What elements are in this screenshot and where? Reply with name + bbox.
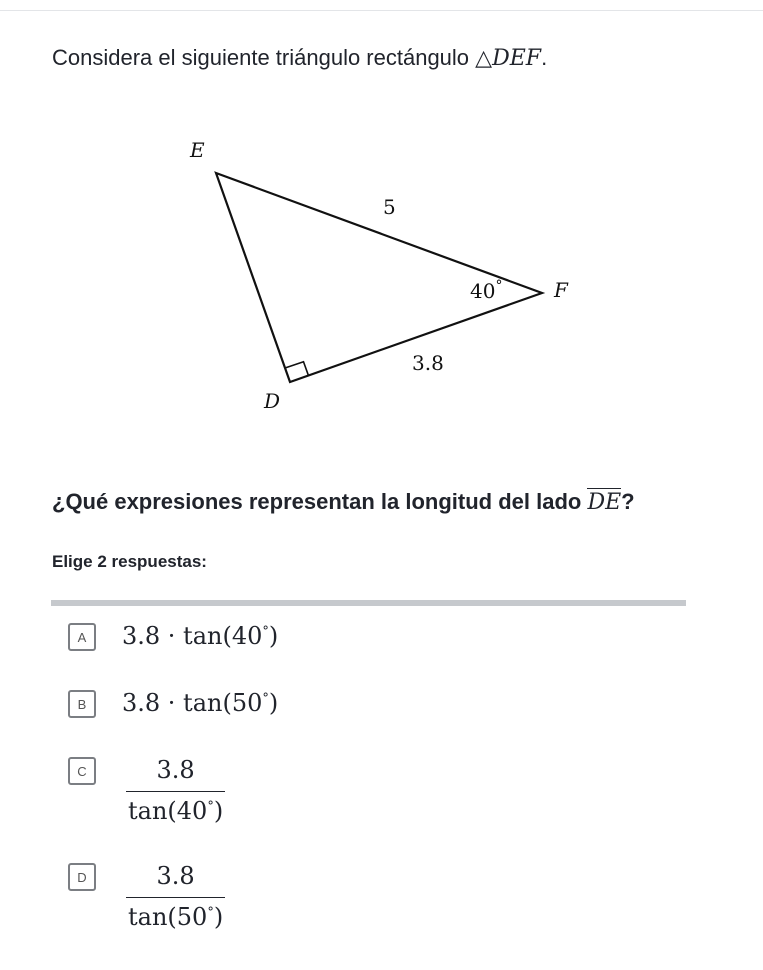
prompt-text: Considera el siguiente triángulo rectángulo — [52, 45, 470, 70]
choice-c-expression — [126, 753, 225, 831]
right-angle-marker — [285, 362, 309, 376]
choices-divider — [51, 600, 686, 606]
choice-a-expression — [122, 619, 278, 658]
choice-d-numerator: 3.8 — [156, 862, 195, 890]
prompt-triangle — [475, 46, 541, 71]
choice-d-den-expr: tan(50 — [128, 903, 208, 931]
choice-b-checkbox[interactable]: B — [68, 690, 96, 718]
vertex-e-label: E — [190, 138, 205, 162]
choice-c-fraction — [126, 755, 225, 831]
choice-c-checkbox[interactable]: C — [68, 757, 96, 785]
choice-d-close: ) — [213, 903, 224, 931]
choice-d-fraction — [126, 861, 225, 937]
choice-b-degree: ° — [262, 691, 269, 706]
choice-c[interactable] — [68, 753, 225, 831]
choice-c-den-expr: tan(40 — [128, 797, 208, 825]
choice-a-close: ) — [268, 622, 279, 650]
triangle-def — [216, 173, 542, 382]
question-body: ¿Qué expresiones representan la longitud del lado — [52, 489, 582, 514]
choice-b[interactable] — [68, 686, 278, 725]
choice-c-denominator — [126, 791, 225, 831]
choice-a-degree: ° — [262, 624, 269, 639]
problem-prompt — [52, 42, 547, 75]
choice-c-degree: ° — [207, 799, 214, 814]
choice-c-numerator: 3.8 — [156, 756, 195, 784]
choice-b-close: ) — [268, 689, 279, 717]
segment-de: DE — [587, 490, 622, 515]
side-df-length-label: 3.8 — [412, 351, 444, 375]
choice-d-checkbox[interactable]: D — [68, 863, 96, 891]
angle-f-label — [470, 278, 502, 303]
vertex-d-label: D — [264, 389, 281, 413]
triangle-symbol: △ — [475, 46, 493, 71]
choice-a-checkbox[interactable]: A — [68, 623, 96, 651]
choice-d-denominator — [126, 897, 225, 937]
prompt-end: . — [541, 45, 548, 70]
choice-b-expression — [122, 686, 278, 725]
top-divider — [0, 10, 763, 11]
choice-a[interactable] — [68, 619, 278, 658]
instruction-text: Elige 2 respuestas: — [52, 552, 207, 571]
triangle-figure — [150, 125, 610, 425]
angle-f-degree: ° — [495, 278, 503, 294]
triangle-svg — [150, 125, 610, 425]
choice-d-expression — [126, 859, 225, 937]
choice-b-expr: 3.8 · tan(50 — [122, 689, 263, 717]
angle-f-value: 40 — [470, 279, 496, 303]
question-end: ? — [621, 489, 635, 514]
choice-d-degree: ° — [207, 905, 214, 920]
vertex-f-label: F — [554, 278, 568, 302]
hypotenuse-length-label: 5 — [383, 195, 396, 219]
triangle-name: DEF — [492, 46, 542, 71]
choice-c-close: ) — [213, 797, 224, 825]
choice-d[interactable] — [68, 859, 225, 937]
question-text — [52, 484, 635, 521]
choice-a-expr: 3.8 · tan(40 — [122, 622, 263, 650]
